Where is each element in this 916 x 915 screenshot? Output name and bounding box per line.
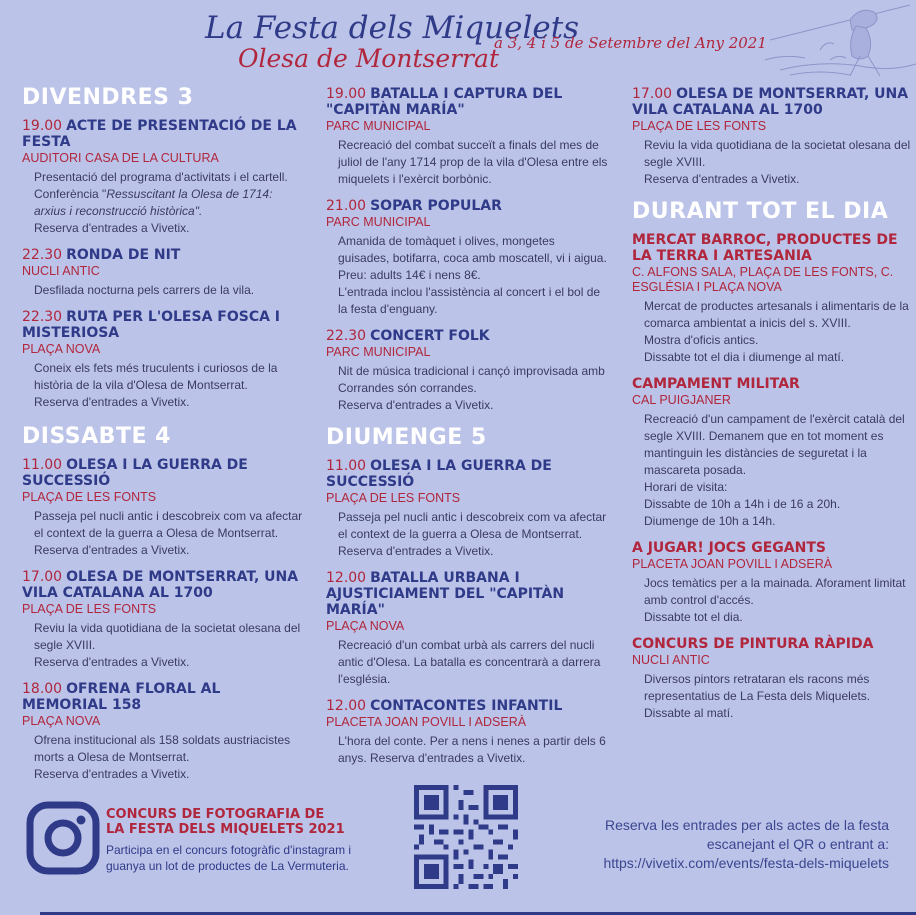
event-location: PLACETA JOAN POVILL I ADSERÀ xyxy=(632,557,833,571)
event-description: Recreació d'un campament de l'exèrcit català del segle XVIII. Demanem que en tot moment es mantinguin les distàncies de seguretat i la mascareta posada. Horari de visita: Dissabte de 10h a 14h i de 16 a 20h. Diumenge de 10h a 14h. xyxy=(644,412,905,528)
event-description: Passeja pel nucli antic i descobreix com va afectar el context de la guerra a Olesa de Montserrat. Reserva d'entrades a Vivetix. xyxy=(338,510,607,558)
footer xyxy=(0,780,916,915)
event-title: RUTA PER L'OLESA FOSCA I MISTERIOSA xyxy=(22,309,281,341)
event-title: CAMPAMENT MILITAR xyxy=(632,376,800,392)
reservation-info: Reserva les entrades per als actes de la festa escanejant el QR o entrant a: https://vivetix.com/events/festa-dels-miquelets xyxy=(603,817,889,871)
event-description: Jocs temàtics per a la mainada. Aforament limitat amb control d'accés. Dissabte tot el dia. xyxy=(644,576,906,624)
event-time: 17.00 xyxy=(632,86,673,102)
event-time: 19.00 xyxy=(22,118,63,134)
event-description: Ofrena institucional als 158 soldats austriacistes morts a Olesa de Montserrat. Reserva d'entrades a Vivetix. xyxy=(34,733,291,781)
event-item xyxy=(632,232,914,366)
event-title: OLESA I LA GUERRA DE SUCCESSIÓ xyxy=(22,457,248,489)
event-description: Recreació d'un combat urbà als carrers del nucli antic d'Olesa. La batalla es concentrarà a darrera l'església. xyxy=(338,638,601,686)
vivetix-link[interactable]: https://vivetix.com/events/festa-dels-miquelets xyxy=(603,855,889,871)
event-location: PARC MUNICIPAL xyxy=(326,119,431,133)
event-title: OLESA DE MONTSERRAT, UNA VILA CATALANA AL 1700 xyxy=(22,569,299,601)
qr-code-icon[interactable] xyxy=(414,785,518,889)
event-item xyxy=(22,118,304,237)
event-time: 11.00 xyxy=(326,458,367,474)
event-time: 22.30 xyxy=(326,328,367,344)
event-title: CONTACONTES INFANTIL xyxy=(370,698,563,714)
event-description: Diversos pintors retrataran els racons més representatius de La Festa dels Miquelets. Dissabte al matí. xyxy=(644,672,871,720)
event-title: A JUGAR! JOCS GEGANTS xyxy=(632,540,826,556)
event-title: RONDA DE NIT xyxy=(66,247,181,263)
event-description: Presentació del programa d'activitats i el cartell. Conferència "Ressuscitant la Olesa de 1714: arxius i reconstrucció històrica". Reserva d'entrades a Vivetix. xyxy=(34,170,288,235)
festival-title: La Festa dels Miquelets xyxy=(205,10,580,46)
event-location: PLAÇA NOVA xyxy=(22,342,101,356)
event-description: Passeja pel nucli antic i descobreix com va afectar el context de la guerra a Olesa de Montserrat. Reserva d'entrades a Vivetix. xyxy=(34,509,303,557)
event-item xyxy=(326,698,608,767)
event-item xyxy=(22,309,304,411)
event-item xyxy=(22,681,304,783)
photo-contest-title: CONCURS DE FOTOGRAFIA DE LA FESTA DELS MIQUELETS 2021 xyxy=(106,807,345,837)
event-location: CAL PUIGJANER xyxy=(632,393,731,407)
event-title: BATALLA I CAPTURA DEL "CAPITÀN MARÍA" xyxy=(326,86,563,118)
event-title: OLESA DE MONTSERRAT, UNA VILA CATALANA AL 1700 xyxy=(632,86,909,118)
event-time: 18.00 xyxy=(22,681,63,697)
event-time: 22.30 xyxy=(22,247,63,263)
festival-town: Olesa de Montserrat xyxy=(238,44,499,73)
event-description: L'hora del conte. Per a nens i nenes a partir dels 6 anys. Reserva d'entrades a Vivetix. xyxy=(338,734,606,765)
event-time: 12.00 xyxy=(326,570,367,586)
day-heading-sunday: DIUMENGE 5 xyxy=(326,425,487,450)
column-saturday-sunday xyxy=(326,86,608,777)
event-description: Reviu la vida quotidiana de la societat olesana del segle XVIII. Reserva d'entrades a Vivetix. xyxy=(644,138,911,186)
event-title: CONCURS DE PINTURA RÀPIDA xyxy=(632,636,874,652)
event-title: MERCAT BARROC, PRODUCTES DE LA TERRA I ARTESANIA xyxy=(632,232,898,264)
event-location: NUCLI ANTIC xyxy=(22,264,100,278)
event-item xyxy=(326,328,608,414)
event-description: Reviu la vida quotidiana de la societat olesana del segle XVIII. Reserva d'entrades a Vivetix. xyxy=(34,621,301,669)
event-location: PLAÇA DE LES FONTS xyxy=(632,119,767,133)
header xyxy=(0,0,916,80)
day-heading-all-day: DURANT TOT EL DIA xyxy=(632,199,889,224)
event-location: PARC MUNICIPAL xyxy=(326,345,431,359)
event-time: 22.30 xyxy=(22,309,63,325)
event-location: PLAÇA DE LES FONTS xyxy=(326,491,461,505)
event-title: BATALLA URBANA I AJUSTICIAMENT DEL "CAPITÀN MARÍA" xyxy=(326,570,565,618)
event-item xyxy=(326,86,608,188)
event-location: PLACETA JOAN POVILL I ADSERÀ xyxy=(326,715,527,729)
event-description: Recreació del combat succeït a finals del mes de juliol de l'any 1714 prop de la vila d'Olesa entre els miquelets i l'exèrcit borbònic. xyxy=(338,138,608,186)
event-location: PLAÇA DE LES FONTS xyxy=(22,490,157,504)
event-item xyxy=(326,198,608,318)
event-item xyxy=(326,570,608,688)
event-item xyxy=(22,457,304,559)
day-heading-friday: DIVENDRES 3 xyxy=(22,85,194,110)
event-time: 19.00 xyxy=(326,86,367,102)
event-location: PLAÇA DE LES FONTS xyxy=(22,602,157,616)
event-time: 21.00 xyxy=(326,198,367,214)
event-description: Amanida de tomàquet i olives, mongetes guisades, botifarra, coca amb moscatell, vi i aigua. Preu: adults 14€ i nens 8€. L'entrada inclou l'assistència al concert i el bol de la festa d'enguany. xyxy=(338,234,607,316)
event-title: ACTE DE PRESENTACIÓ DE LA FESTA xyxy=(22,118,297,150)
event-description: Coneix els fets més truculents i curiosos de la història de la vila d'Olesa de Montserrat. Reserva d'entrades a Vivetix. xyxy=(34,361,278,409)
event-location: AUDITORI CASA DE LA CULTURA xyxy=(22,151,219,165)
event-item xyxy=(22,569,304,671)
day-heading-saturday: DISSABTE 4 xyxy=(22,424,171,449)
festival-dates: a 3, 4 i 5 de Setembre del Any 2021 xyxy=(494,34,767,52)
event-location: PLAÇA NOVA xyxy=(22,714,101,728)
event-item xyxy=(632,86,914,188)
event-item xyxy=(22,247,304,299)
event-item xyxy=(326,458,608,560)
column-sunday-allday xyxy=(632,86,914,732)
event-item xyxy=(632,636,914,722)
miquelet-soldier-illustration xyxy=(760,0,916,80)
event-item xyxy=(632,540,914,626)
event-description: Mercat de productes artesanals i alimentaris de la comarca ambientat a inicis del s. XVIII. Mostra d'oficis antics. Dissabte tot el dia i diumenge al matí. xyxy=(644,299,909,364)
photo-contest-description: Participa en el concurs fotogràfic d'instagram i guanya un lot de productes de La Vermuteria. xyxy=(106,843,352,873)
event-description: Nit de música tradicional i cançó improvisada amb Corrandes són corrandes. Reserva d'entrades a Vivetix. xyxy=(338,364,605,412)
column-friday-saturday xyxy=(22,82,304,793)
event-location: PLAÇA NOVA xyxy=(326,619,405,633)
event-time: 12.00 xyxy=(326,698,367,714)
event-title: OFRENA FLORAL AL MEMORIAL 158 xyxy=(22,681,221,713)
event-title: SOPAR POPULAR xyxy=(370,198,502,214)
event-time: 17.00 xyxy=(22,569,63,585)
event-title: OLESA I LA GUERRA DE SUCCESSIÓ xyxy=(326,458,552,490)
event-location: PARC MUNICIPAL xyxy=(326,215,431,229)
event-title: CONCERT FOLK xyxy=(370,328,490,344)
event-location: NUCLI ANTIC xyxy=(632,653,710,667)
event-location: C. ALFONS SALA, PLAÇA DE LES FONTS, C. ESGLÉSIA I PLAÇA NOVA xyxy=(632,265,894,294)
event-description: Desfilada nocturna pels carrers de la vila. xyxy=(34,283,255,297)
event-item xyxy=(632,376,914,530)
instagram-icon[interactable] xyxy=(25,800,101,876)
event-time: 11.00 xyxy=(22,457,63,473)
